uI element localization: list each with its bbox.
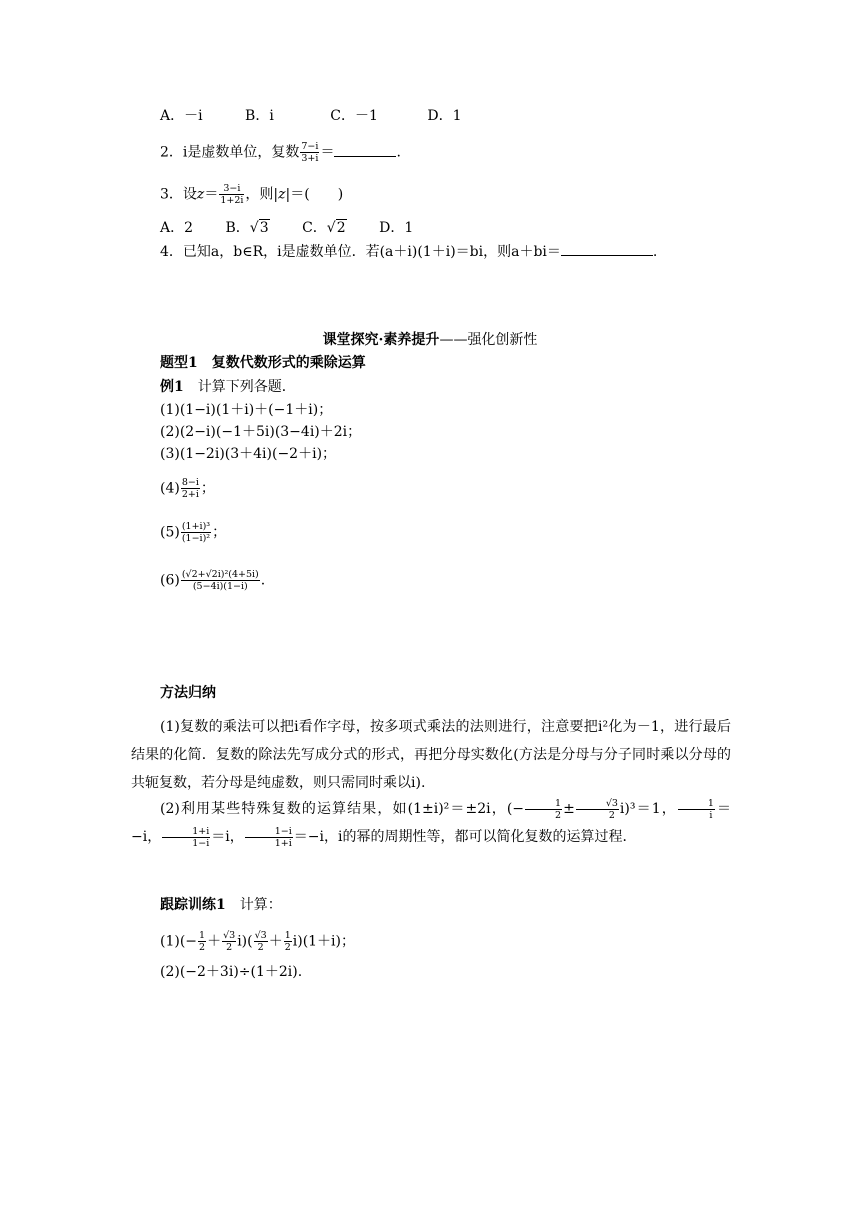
section-title — [0, 330, 860, 350]
q1-option-a: A．－i — [160, 108, 203, 124]
e6-denominator: (5−4i)(1−i) — [192, 581, 248, 592]
t1-d: ＋ — [268, 933, 283, 950]
e6-numerator: (√2+√2i)²(4+5i) — [181, 569, 259, 580]
q3-prefix: 3．设 — [160, 186, 197, 203]
e5-end: ； — [212, 524, 227, 541]
q2-numerator: 7−i — [301, 141, 319, 152]
q2-equals: ＝ — [320, 144, 335, 161]
exercise-6 — [160, 569, 265, 592]
t1-f2-num: √3 — [223, 930, 236, 941]
e4-prefix: (4) — [160, 480, 180, 497]
mp2-f2-den: 2 — [608, 809, 615, 821]
method-title: 方法归纳 — [160, 685, 216, 701]
q3-options — [160, 218, 451, 238]
t1-frac-2 — [222, 930, 236, 953]
q3-option-d: D．1 — [379, 220, 414, 236]
example-1 — [160, 377, 296, 397]
q1-option-c: C．－1 — [330, 108, 378, 124]
mp2-frac-2 — [576, 798, 619, 821]
t1-b: ＋ — [207, 933, 222, 950]
q3-option-a: A．2 — [160, 220, 194, 236]
t1-f2-den: 2 — [226, 942, 233, 953]
q2-text: 2．i是虚数单位，复数 — [160, 144, 300, 161]
question-2 — [160, 141, 401, 164]
q2-fraction — [300, 141, 319, 164]
question-4 — [160, 242, 657, 262]
mp2-f: ＝−i，i的幂的周期性等，都可以简化复数的运算过程． — [293, 829, 637, 845]
q1-options — [160, 106, 499, 126]
e4-end: ； — [200, 480, 215, 497]
t1-e: i)(1＋i)； — [292, 933, 355, 950]
t1-f3-den: 2 — [257, 942, 264, 953]
mp2-frac-4 — [162, 826, 210, 849]
mp2-f3-num: 1 — [678, 798, 715, 810]
e4-denominator: 2+i — [181, 489, 199, 500]
q3-denominator: 1+2i — [220, 195, 244, 206]
training-item-1 — [160, 930, 355, 953]
mp2-f3-den: i — [709, 809, 713, 821]
e5-fraction — [181, 521, 211, 544]
t1-f1-den: 2 — [199, 942, 206, 953]
exercise-1: (1)(1−i)(1＋i)＋(−1＋i)； — [160, 402, 333, 418]
q3-option-b-label: B． — [225, 220, 250, 236]
training-text: 计算： — [225, 897, 282, 913]
e4-numerator: 8−i — [181, 477, 199, 488]
mp2-b: ± — [563, 801, 575, 817]
training-1 — [160, 895, 282, 915]
mp2-c: i)³＝1， — [619, 801, 677, 817]
e6-end: . — [260, 572, 266, 589]
e5-prefix: (5) — [160, 524, 180, 541]
sqrt-2-radicand: 2 — [336, 220, 346, 236]
q3-numerator: 3−i — [219, 183, 244, 195]
t1-frac-3 — [254, 930, 268, 953]
mp2-frac-3 — [678, 798, 715, 821]
q3-variable: z — [196, 186, 205, 203]
example-1-label: 例1 — [160, 379, 184, 395]
t1-f4-num: 1 — [284, 930, 291, 941]
mp2-d: ＝−i， — [131, 801, 732, 845]
exercise-5 — [160, 521, 226, 544]
e4-fraction — [181, 477, 200, 500]
q4-text: 4．已知a，b∈R，i是虚数单位．若(a＋i)(1＋i)＝bi，则a＋bi＝ — [160, 244, 561, 260]
training-item-2: (2)(−2＋3i)÷(1＋2i). — [160, 964, 303, 980]
mp2-f5-den: 1+i — [274, 837, 292, 849]
q3-option-b — [225, 218, 269, 238]
q3-post: |＝( ) — [285, 186, 344, 203]
method-paragraph-1: (1)复数的乘法可以把i看作字母，按多项式乘法的法则进行，注意要把i²化为－1，进行最后结果的化简．复数的除法先写成分式的形式，再把分母实数化(方法是分母与分子同时乘以分母的共轭复数，若分母是纯虚数，则只需同时乘以i). — [131, 719, 731, 791]
answer-blank[interactable] — [334, 144, 396, 157]
t1-c: i)( — [237, 933, 253, 950]
exercise-2: (2)(2−i)(−1＋5i)(3−4i)＋2i； — [160, 424, 362, 440]
e6-fraction — [181, 569, 260, 592]
mp2-f1-num: 1 — [525, 798, 562, 810]
q3-mid: ，则| — [245, 186, 279, 203]
mp2-f2-num: √3 — [576, 798, 619, 810]
method-paragraph-2 — [131, 795, 731, 851]
mp2-frac-1 — [525, 798, 562, 821]
section-title-rest: ——强化创新性 — [439, 332, 538, 348]
sqrt-3: √3 — [249, 220, 269, 236]
q3-fraction — [219, 183, 244, 206]
mp2-f1-den: 2 — [555, 809, 562, 821]
q3-variable-2: z — [278, 186, 286, 203]
q3-equals: ＝ — [204, 186, 219, 203]
mp2-f4-num: 1+i — [162, 826, 210, 838]
t1-f3-num: √3 — [254, 930, 267, 941]
t1-frac-4 — [284, 930, 292, 953]
mp2-e: ＝i， — [211, 829, 244, 845]
mp2-f4-den: 1−i — [192, 837, 210, 849]
sqrt-3-radicand: 3 — [259, 220, 269, 236]
e6-prefix: (6) — [160, 572, 180, 589]
section-title-bold: 课堂探究·素养提升 — [322, 332, 440, 348]
t1-f1-num: 1 — [199, 930, 206, 941]
mp2-a: (2)利用某些特殊复数的运算结果，如(1±i)²＝±2i，(− — [160, 801, 525, 817]
question-3 — [160, 183, 343, 206]
t1-f4-den: 2 — [284, 942, 291, 953]
sqrt-2: √2 — [326, 220, 346, 236]
e5-numerator: (1+i)³ — [181, 521, 211, 532]
q2-end: . — [396, 144, 401, 161]
t1-a: (1)(− — [160, 933, 198, 950]
mp2-f5-num: 1−i — [245, 826, 293, 838]
type1-title: 题型1 复数代数形式的乘除运算 — [160, 355, 366, 371]
training-title: 跟踪训练1 — [160, 897, 226, 913]
q1-option-b: B．i — [245, 108, 274, 124]
q2-denominator: 3+i — [301, 153, 319, 164]
q1-option-d: D．1 — [427, 108, 462, 124]
mp2-frac-5 — [245, 826, 293, 849]
q3-option-c-label: C． — [302, 220, 327, 236]
exercise-3: (3)(1−2i)(3＋4i)(−2＋i)； — [160, 446, 337, 462]
exercise-4 — [160, 477, 215, 500]
q4-end: . — [652, 244, 658, 260]
answer-blank-q4[interactable] — [561, 243, 653, 256]
e5-denominator: (1−i)² — [181, 533, 211, 544]
q3-option-c — [302, 218, 347, 238]
t1-frac-1 — [198, 930, 206, 953]
example-1-text: 计算下列各题． — [183, 379, 296, 395]
